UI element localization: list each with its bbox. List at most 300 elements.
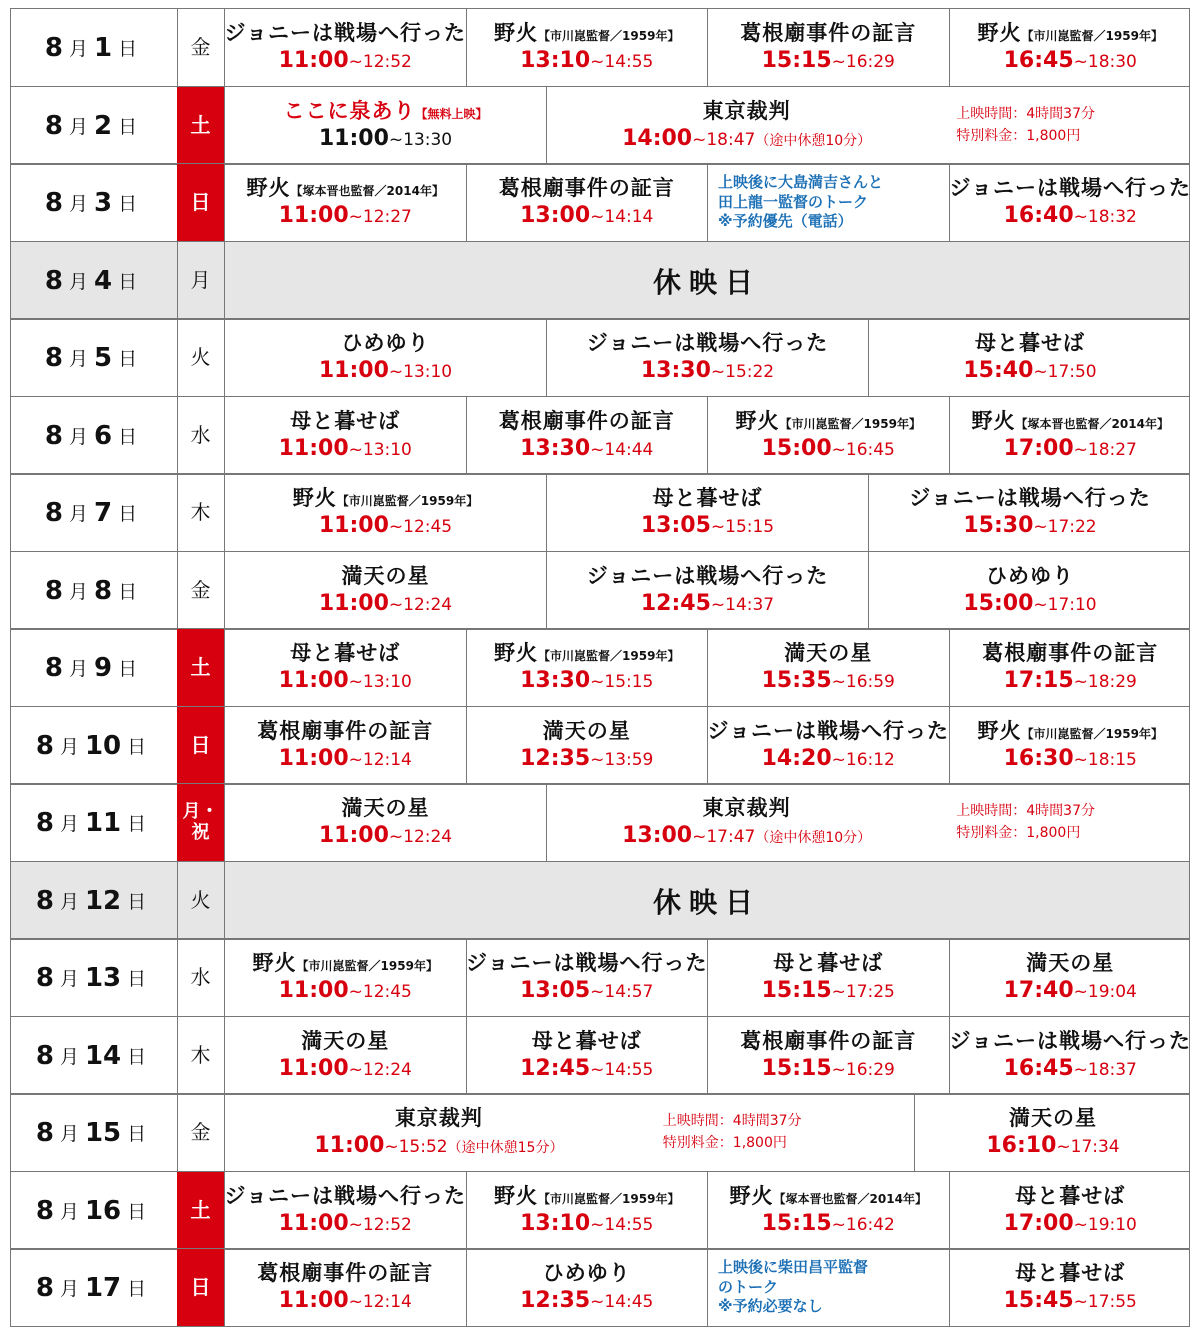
month-unit: 月 bbox=[59, 1123, 79, 1145]
date-cell bbox=[11, 784, 178, 861]
date-cell bbox=[11, 552, 178, 629]
film-title-text: ひめゆり bbox=[341, 330, 430, 355]
showtime bbox=[279, 1211, 412, 1237]
schedule-row bbox=[10, 628, 1190, 707]
film-title bbox=[224, 21, 466, 45]
weekday-label: 日 bbox=[190, 733, 211, 757]
film-title bbox=[543, 719, 631, 743]
day-number: 3 bbox=[94, 187, 113, 218]
end-time: ~16:59 bbox=[831, 671, 895, 692]
screening-slot[interactable] bbox=[708, 629, 950, 706]
end-time: ~14:45 bbox=[590, 1291, 654, 1312]
start-time: 11:00 bbox=[314, 1132, 385, 1158]
film-title-text: 野火 bbox=[252, 950, 297, 975]
film-title-text: ジョニーは戦場へ行った bbox=[949, 175, 1192, 200]
film-title bbox=[342, 796, 430, 820]
month-number: 8 bbox=[44, 342, 63, 373]
film-title-text: ジョニーは戦場へ行った bbox=[707, 718, 950, 743]
screening-slot[interactable] bbox=[225, 87, 547, 164]
day-unit: 日 bbox=[118, 503, 138, 525]
day-unit: 日 bbox=[127, 968, 147, 990]
screening-slot[interactable] bbox=[708, 1172, 950, 1249]
month-unit: 月 bbox=[59, 891, 79, 913]
weekday-label: 日 bbox=[190, 1275, 211, 1299]
showtime bbox=[279, 746, 412, 772]
film-title bbox=[1015, 1184, 1125, 1208]
film-title bbox=[703, 796, 791, 820]
weekday-cell bbox=[177, 939, 225, 1016]
film-title bbox=[494, 21, 679, 45]
schedule-row bbox=[10, 861, 1190, 940]
film-title-text: 葛根廟事件の証言 bbox=[498, 408, 675, 433]
film-title bbox=[532, 1029, 642, 1053]
start-time: 13:10 bbox=[520, 1210, 591, 1236]
schedule-row bbox=[10, 938, 1190, 1017]
start-time: 13:30 bbox=[640, 357, 711, 383]
month-unit: 月 bbox=[59, 1046, 79, 1068]
film-title-text: 葛根廟事件の証言 bbox=[740, 1028, 917, 1053]
start-time: 11:00 bbox=[278, 745, 349, 771]
screening-slot[interactable] bbox=[869, 319, 1191, 396]
weekday-label: 土 bbox=[190, 113, 211, 137]
film-title bbox=[224, 1184, 466, 1208]
start-time: 15:45 bbox=[1003, 1287, 1074, 1313]
film-title bbox=[703, 99, 791, 123]
showtime bbox=[520, 48, 653, 74]
showtime bbox=[279, 1288, 412, 1314]
schedule-row bbox=[10, 473, 1190, 552]
start-time: 12:45 bbox=[640, 590, 711, 616]
day-number: 9 bbox=[94, 652, 113, 683]
screening-slot[interactable] bbox=[467, 1172, 709, 1249]
film-title-text: ひめゆり bbox=[542, 1260, 631, 1285]
film-title-text: 満天の星 bbox=[1009, 1105, 1097, 1130]
film-title-text: ジョニーは戦場へ行った bbox=[949, 1028, 1192, 1053]
start-time: 15:30 bbox=[963, 512, 1034, 538]
end-time: ~17:55 bbox=[1073, 1291, 1137, 1312]
film-director-year: 【無料上映】 bbox=[415, 106, 488, 121]
film-title-text: ジョニーは戦場へ行った bbox=[465, 950, 708, 975]
screening-slot[interactable] bbox=[708, 397, 950, 474]
showtime bbox=[520, 203, 653, 229]
day-number: 5 bbox=[94, 342, 113, 373]
film-title bbox=[740, 21, 916, 45]
end-time: ~18:37 bbox=[1073, 1059, 1137, 1080]
film-title bbox=[949, 176, 1191, 200]
day-unit: 日 bbox=[127, 1201, 147, 1223]
date-cell bbox=[11, 1017, 178, 1094]
weekday-cell bbox=[177, 629, 225, 706]
screening-slot[interactable] bbox=[225, 939, 467, 1016]
weekday-label: 金 bbox=[190, 578, 211, 602]
date-cell bbox=[11, 1094, 178, 1171]
screening-slot[interactable] bbox=[869, 474, 1191, 551]
film-title-text: 野火 bbox=[977, 718, 1022, 743]
screening-slot[interactable] bbox=[950, 9, 1192, 86]
film-director-year: 【市川崑監督／1959年】 bbox=[296, 958, 438, 973]
weekday-cell bbox=[177, 164, 225, 241]
screening-slot[interactable] bbox=[225, 1172, 467, 1249]
schedule-row bbox=[10, 1093, 1190, 1172]
schedule-row bbox=[10, 8, 1190, 87]
end-time: ~12:45 bbox=[388, 516, 453, 537]
film-director-year: 【市川崑監督／1959年】 bbox=[336, 493, 479, 508]
showtime bbox=[319, 591, 452, 617]
month-unit: 月 bbox=[59, 736, 79, 758]
film-title bbox=[499, 176, 675, 200]
day-number: 13 bbox=[84, 962, 122, 993]
film-title-text: 野火 bbox=[494, 1183, 539, 1208]
month-number: 8 bbox=[44, 497, 63, 528]
start-time: 11:00 bbox=[278, 202, 349, 228]
showtime bbox=[1004, 1056, 1137, 1082]
day-unit: 日 bbox=[118, 38, 138, 60]
start-time: 17:15 bbox=[1003, 667, 1074, 693]
screening-slot[interactable] bbox=[869, 552, 1191, 629]
weekday-cell bbox=[177, 784, 225, 861]
end-time: ~14:14 bbox=[590, 206, 654, 227]
day-unit: 日 bbox=[118, 581, 138, 603]
screening-slot[interactable] bbox=[547, 319, 869, 396]
holiday-label: 祝 bbox=[191, 821, 210, 843]
film-title bbox=[587, 331, 829, 355]
film-director-year: 【市川崑監督／1959年】 bbox=[1021, 28, 1163, 43]
end-time: ~17:22 bbox=[1033, 516, 1097, 537]
talk-event-note bbox=[708, 1249, 950, 1326]
month-number: 8 bbox=[35, 807, 54, 838]
screening-slot[interactable] bbox=[708, 9, 950, 86]
screening-slot[interactable] bbox=[225, 707, 467, 784]
date-cell bbox=[11, 1249, 178, 1326]
film-title bbox=[784, 641, 872, 665]
day-unit: 日 bbox=[127, 813, 147, 835]
day-number: 1 bbox=[94, 32, 113, 63]
end-time: ~19:10 bbox=[1073, 1214, 1137, 1235]
film-title bbox=[342, 331, 430, 355]
screening-slot[interactable] bbox=[467, 164, 709, 241]
screening-slot[interactable] bbox=[708, 707, 950, 784]
film-title-text: 葛根廟事件の証言 bbox=[257, 718, 434, 743]
screening-slot[interactable] bbox=[467, 1249, 709, 1326]
film-title-text: ひめゆり bbox=[986, 563, 1074, 588]
end-time: ~13:59 bbox=[590, 749, 654, 770]
film-title bbox=[982, 641, 1158, 665]
screening-slot[interactable] bbox=[467, 707, 709, 784]
start-time: 11:00 bbox=[318, 590, 389, 616]
screening-slot[interactable] bbox=[915, 1094, 1191, 1171]
start-time: 17:40 bbox=[1003, 977, 1074, 1003]
start-time: 11:00 bbox=[278, 435, 349, 461]
screening-slot[interactable] bbox=[225, 474, 547, 551]
film-title-text: 野火 bbox=[494, 640, 539, 665]
end-time: ~19:04 bbox=[1073, 981, 1137, 1002]
showtime bbox=[1004, 1288, 1137, 1314]
film-title-text: 野火 bbox=[971, 408, 1016, 433]
start-time: 11:00 bbox=[318, 357, 389, 383]
month-unit: 月 bbox=[68, 38, 88, 60]
weekday-label: 金 bbox=[190, 1120, 211, 1144]
screening-slot[interactable] bbox=[467, 1017, 709, 1094]
film-title bbox=[978, 21, 1163, 45]
end-time: ~14:55 bbox=[590, 1214, 654, 1235]
day-number: 7 bbox=[94, 497, 113, 528]
film-director-year: 【市川崑監督／1959年】 bbox=[1021, 726, 1163, 741]
film-title-text: 東京裁判 bbox=[702, 98, 791, 123]
day-number: 12 bbox=[84, 885, 122, 916]
start-time: 11:00 bbox=[278, 977, 349, 1003]
film-director-year: 【塚本晋也監督／2014年】 bbox=[290, 183, 444, 198]
special-info bbox=[946, 87, 1191, 164]
end-time: ~12:52 bbox=[348, 1214, 412, 1235]
weekday-cell bbox=[177, 319, 225, 396]
film-title-text: ジョニーは戦場へ行った bbox=[224, 1183, 467, 1208]
showtime bbox=[520, 746, 653, 772]
weekday-cell bbox=[177, 242, 225, 319]
end-time: ~12:45 bbox=[348, 981, 412, 1002]
film-title bbox=[972, 409, 1169, 433]
film-title-text: 母と暮せば bbox=[290, 408, 401, 433]
day-unit: 日 bbox=[118, 348, 138, 370]
end-time: ~12:27 bbox=[348, 206, 412, 227]
film-title-text: 野火 bbox=[246, 175, 291, 200]
screening-slot[interactable] bbox=[225, 319, 547, 396]
special-info-line: 特別料金：1,800円 bbox=[662, 1134, 787, 1151]
end-time: ~12:14 bbox=[348, 749, 412, 770]
film-title bbox=[736, 409, 921, 433]
weekday-cell bbox=[177, 87, 225, 164]
start-time: 13:10 bbox=[520, 47, 591, 73]
start-time: 11:00 bbox=[278, 667, 349, 693]
start-time: 13:30 bbox=[520, 435, 591, 461]
film-title bbox=[587, 564, 829, 588]
weekday-cell bbox=[177, 9, 225, 86]
weekday-cell bbox=[177, 707, 225, 784]
showtime bbox=[279, 48, 412, 74]
month-number: 8 bbox=[35, 1117, 54, 1148]
film-director-year: 【塚本晋也監督／2014年】 bbox=[1015, 416, 1169, 431]
screening-slot[interactable] bbox=[225, 9, 467, 86]
showtime bbox=[762, 1056, 895, 1082]
film-title-text: 野火 bbox=[292, 485, 337, 510]
weekday-label: 日 bbox=[190, 190, 211, 214]
showtime bbox=[963, 591, 1096, 617]
date-cell bbox=[11, 474, 178, 551]
film-title bbox=[247, 176, 444, 200]
end-time: ~13:10 bbox=[388, 361, 453, 382]
schedule-row bbox=[10, 783, 1190, 862]
showtime bbox=[279, 1056, 412, 1082]
day-unit: 日 bbox=[118, 658, 138, 680]
month-unit: 月 bbox=[68, 503, 88, 525]
screening-slot[interactable] bbox=[467, 939, 709, 1016]
screening-slot[interactable] bbox=[950, 1017, 1192, 1094]
month-number: 8 bbox=[35, 1040, 54, 1071]
showtime bbox=[520, 668, 653, 694]
special-info-line: 特別料金：1,800円 bbox=[956, 127, 1081, 144]
film-title-text: 満天の星 bbox=[341, 563, 430, 588]
film-title bbox=[257, 719, 433, 743]
day-unit: 日 bbox=[127, 891, 147, 913]
film-title bbox=[342, 564, 430, 588]
weekday-cell bbox=[177, 1249, 225, 1326]
end-time: ~12:24 bbox=[348, 1059, 412, 1080]
day-number: 14 bbox=[84, 1040, 122, 1071]
screening-slot[interactable] bbox=[467, 629, 709, 706]
screening-slot[interactable] bbox=[225, 552, 547, 629]
film-title-text: ジョニーは戦場へ行った bbox=[224, 20, 467, 45]
day-number: 10 bbox=[84, 730, 122, 761]
talk-note-line: ※予約必要なし bbox=[718, 1297, 823, 1316]
end-time: ~18:15 bbox=[1073, 749, 1137, 770]
film-title-text: 母と暮せば bbox=[1015, 1260, 1126, 1285]
day-unit: 日 bbox=[127, 1278, 147, 1300]
film-title-text: 母と暮せば bbox=[652, 485, 763, 510]
day-number: 11 bbox=[84, 807, 122, 838]
screening-slot[interactable] bbox=[225, 784, 547, 861]
screening-slot[interactable] bbox=[225, 1249, 467, 1326]
screening-slot[interactable] bbox=[547, 784, 946, 861]
screening-slot[interactable] bbox=[950, 1172, 1192, 1249]
start-time: 15:00 bbox=[963, 590, 1034, 616]
screening-slot[interactable] bbox=[467, 397, 709, 474]
showtime bbox=[762, 48, 895, 74]
screening-slot[interactable] bbox=[547, 552, 869, 629]
film-title-text: 東京裁判 bbox=[394, 1105, 483, 1130]
showtime bbox=[1004, 1211, 1137, 1237]
intermission-note: （途中休憩10分） bbox=[755, 829, 872, 846]
screening-slot[interactable] bbox=[950, 939, 1192, 1016]
month-unit: 月 bbox=[68, 348, 88, 370]
day-unit: 日 bbox=[127, 1123, 147, 1145]
screening-slot[interactable] bbox=[225, 1017, 467, 1094]
schedule-row bbox=[10, 551, 1190, 630]
date-cell bbox=[11, 939, 178, 1016]
date-cell bbox=[11, 164, 178, 241]
screening-slot[interactable] bbox=[950, 164, 1192, 241]
screening-slot[interactable] bbox=[225, 397, 467, 474]
end-time: ~16:29 bbox=[831, 51, 895, 72]
screening-slot[interactable] bbox=[547, 474, 869, 551]
film-title-text: 葛根廟事件の証言 bbox=[257, 1260, 434, 1285]
screening-slot[interactable] bbox=[225, 164, 467, 241]
day-number: 2 bbox=[94, 110, 113, 141]
screening-slot[interactable] bbox=[708, 1017, 950, 1094]
film-title-text: 葛根廟事件の証言 bbox=[498, 175, 675, 200]
end-time: ~13:30 bbox=[388, 129, 453, 150]
end-time: ~16:12 bbox=[831, 749, 895, 770]
screening-slot[interactable] bbox=[950, 707, 1192, 784]
start-time: 16:45 bbox=[1003, 1055, 1074, 1081]
start-time: 12:35 bbox=[520, 1287, 591, 1313]
end-time: ~18:32 bbox=[1073, 206, 1137, 227]
start-time: 11:00 bbox=[318, 822, 389, 848]
showtime bbox=[520, 1288, 653, 1314]
showtime bbox=[762, 668, 895, 694]
showtime bbox=[319, 358, 452, 384]
start-time: 16:10 bbox=[986, 1132, 1057, 1158]
screening-slot[interactable] bbox=[225, 1094, 653, 1171]
film-title-text: 母と暮せば bbox=[975, 330, 1085, 355]
end-time: ~17:47 bbox=[692, 826, 756, 847]
end-time: ~14:57 bbox=[590, 981, 654, 1002]
film-title bbox=[543, 1261, 631, 1285]
end-time: ~15:15 bbox=[710, 516, 775, 537]
screening-slot[interactable] bbox=[547, 87, 946, 164]
start-time: 16:45 bbox=[1003, 47, 1074, 73]
end-time: ~16:29 bbox=[831, 1059, 895, 1080]
end-time: ~13:10 bbox=[348, 671, 412, 692]
schedule-row bbox=[10, 1171, 1190, 1250]
end-time: ~16:42 bbox=[831, 1214, 895, 1235]
weekday-label: 月 bbox=[190, 268, 211, 292]
end-time: ~17:34 bbox=[1056, 1136, 1120, 1157]
start-time: 11:00 bbox=[278, 1287, 349, 1313]
month-number: 8 bbox=[35, 1272, 54, 1303]
start-time: 13:05 bbox=[520, 977, 591, 1003]
screening-slot[interactable] bbox=[950, 397, 1192, 474]
film-title-text: 葛根廟事件の証言 bbox=[740, 20, 917, 45]
screening-slot[interactable] bbox=[708, 939, 950, 1016]
showtime bbox=[314, 1133, 563, 1159]
film-title bbox=[773, 951, 883, 975]
showtime bbox=[279, 978, 412, 1004]
film-title bbox=[986, 564, 1074, 588]
film-title bbox=[257, 1261, 433, 1285]
intermission-note: （途中休憩10分） bbox=[755, 132, 872, 149]
weekday-label: 金 bbox=[190, 35, 211, 59]
start-time: 15:15 bbox=[761, 1055, 832, 1081]
weekday-cell bbox=[177, 862, 225, 939]
schedule-row bbox=[10, 163, 1190, 242]
film-title bbox=[253, 951, 438, 975]
showtime bbox=[641, 513, 774, 539]
weekday-cell bbox=[177, 1172, 225, 1249]
end-time: ~14:55 bbox=[590, 1059, 654, 1080]
showtime bbox=[762, 746, 895, 772]
screening-slot[interactable] bbox=[467, 9, 709, 86]
film-title-text: ジョニーは戦場へ行った bbox=[586, 330, 829, 355]
film-director-year: 【市川崑監督／1959年】 bbox=[779, 416, 921, 431]
month-unit: 月 bbox=[68, 271, 88, 293]
film-title-text: 母と暮せば bbox=[773, 950, 884, 975]
end-time: ~15:22 bbox=[710, 361, 775, 382]
screening-slot[interactable] bbox=[225, 629, 467, 706]
end-time: ~12:52 bbox=[348, 51, 412, 72]
weekday-label: 水 bbox=[190, 423, 211, 447]
talk-note-line: ※予約優先（電話） bbox=[718, 212, 853, 231]
film-title bbox=[1009, 1106, 1097, 1130]
date-cell bbox=[11, 242, 178, 319]
schedule-row bbox=[10, 706, 1190, 785]
month-number: 8 bbox=[35, 1195, 54, 1226]
showtime bbox=[520, 436, 653, 462]
start-time: 16:40 bbox=[1003, 202, 1074, 228]
film-title bbox=[293, 486, 478, 510]
month-number: 8 bbox=[44, 575, 63, 606]
screening-slot[interactable] bbox=[950, 1249, 1192, 1326]
month-number: 8 bbox=[44, 187, 63, 218]
special-info-line: 上映時間：4時間37分 bbox=[956, 105, 1095, 122]
film-title bbox=[740, 1029, 916, 1053]
film-director-year: 【市川崑監督／1959年】 bbox=[538, 28, 680, 43]
date-cell bbox=[11, 397, 178, 474]
weekday-label: 木 bbox=[190, 1043, 211, 1067]
day-unit: 日 bbox=[127, 1046, 147, 1068]
film-title bbox=[707, 719, 949, 743]
month-number: 8 bbox=[35, 962, 54, 993]
screening-slot[interactable] bbox=[950, 629, 1192, 706]
month-unit: 月 bbox=[59, 813, 79, 835]
